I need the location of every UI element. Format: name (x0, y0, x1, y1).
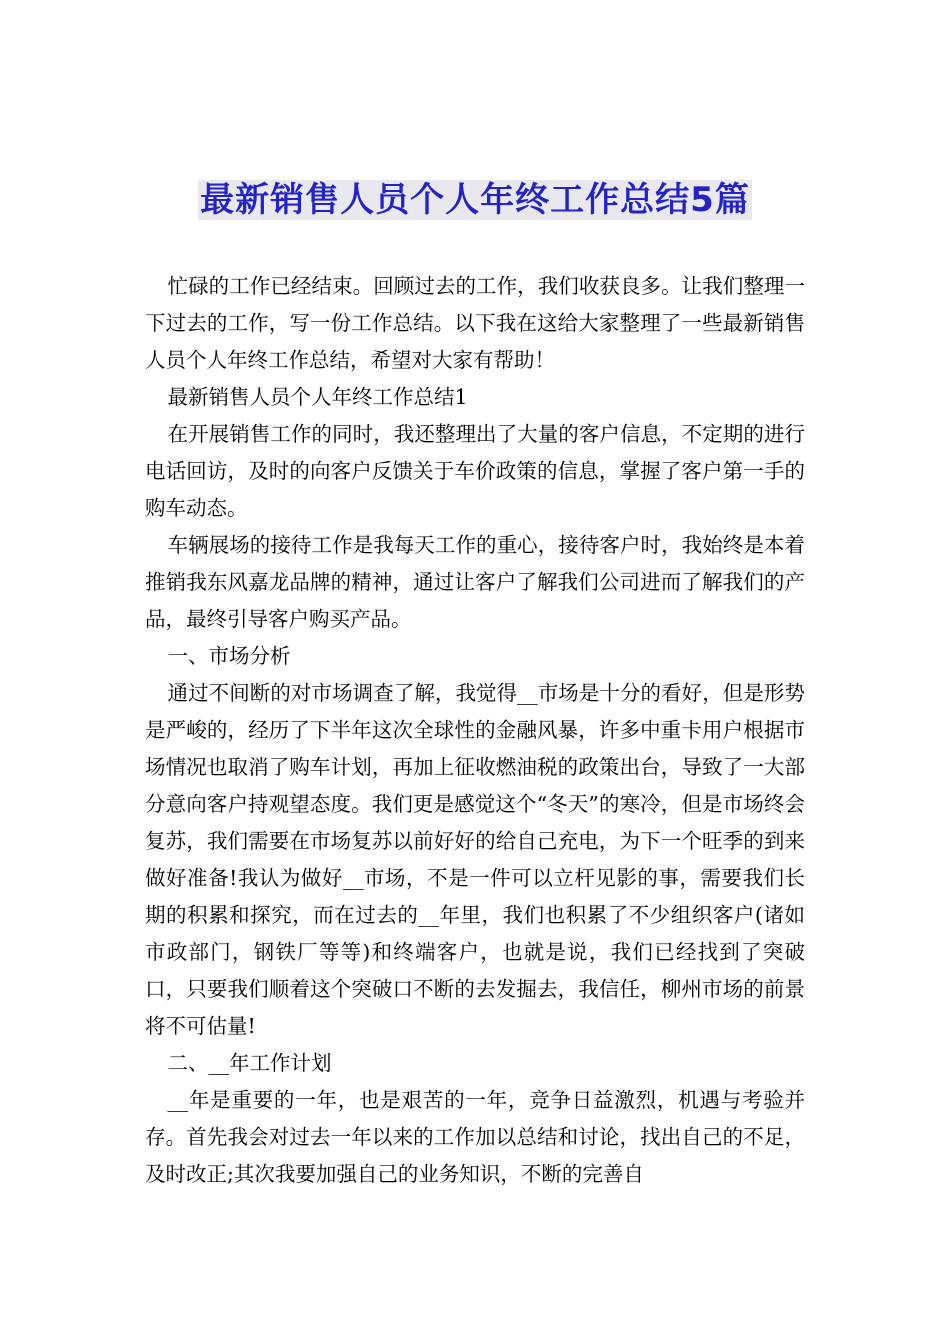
paragraph: __年是重要的一年，也是艰苦的一年，竞争日益激烈，机遇与考验并存。首先我会对过去一年以来的工作加以总结和讨论，找出自己的不足，及时改正;其次我要加强自己的业务知识，不断的完善自 (145, 1088, 805, 1186)
section-heading-work-plan: 二、__年工作计划 (167, 1051, 332, 1075)
document-title-text: 最新销售人员个人年终工作总结5篇 (200, 180, 750, 220)
paragraph: 通过不间断的对市场调查了解，我觉得__市场是十分的看好，但是形势是严峻的，经历了下半年这次全球性的金融风暴，许多中重卡用户根据市场情况也取消了购车计划，再加上征收燃油税的政策出台，导致了一大部分意向客户持观望态度。我们更是感觉这个“冬天”的寒冷，但是市场终会复苏，我们需要在市场复苏以前好好的给自己充电，为下一个旺季的到来做好准备!我认为做好__市场，不是一件可以立杆见影的事，需要我们长期的积累和探究，而在过去的__年里，我们也积累了不少组织客户(诸如市政部门，钢铁厂等等)和终端客户，也就是说，我们已经找到了突破口，只要我们顺着这个突破口不断的去发掘去，我信任，柳州市场的前景将不可估量! (145, 681, 805, 1038)
section-heading-summary-1: 最新销售人员个人年终工作总结1 (167, 385, 468, 409)
paragraph-intro: 忙碌的工作已经结束。回顾过去的工作，我们收获良多。让我们整理一下过去的工作，写一份工作总结。以下我在这给大家整理了一些最新销售人员个人年终工作总结，希望对大家有帮助！ (145, 274, 805, 372)
section-heading-market-analysis: 一、市场分析 (167, 644, 291, 668)
document-title (0, 176, 950, 224)
paragraph: 车辆展场的接待工作是我每天工作的重心，接待客户时，我始终是本着推销我东风嘉龙品牌的精神，通过让客户了解我们公司进而了解我们的产品，最终引导客户购买产品。 (145, 533, 805, 631)
document-body (145, 268, 805, 1193)
paragraph: 在开展销售工作的同时，我还整理出了大量的客户信息，不定期的进行电话回访，及时的向客户反馈关于车价政策的信息，掌握了客户第一手的购车动态。 (145, 422, 805, 520)
